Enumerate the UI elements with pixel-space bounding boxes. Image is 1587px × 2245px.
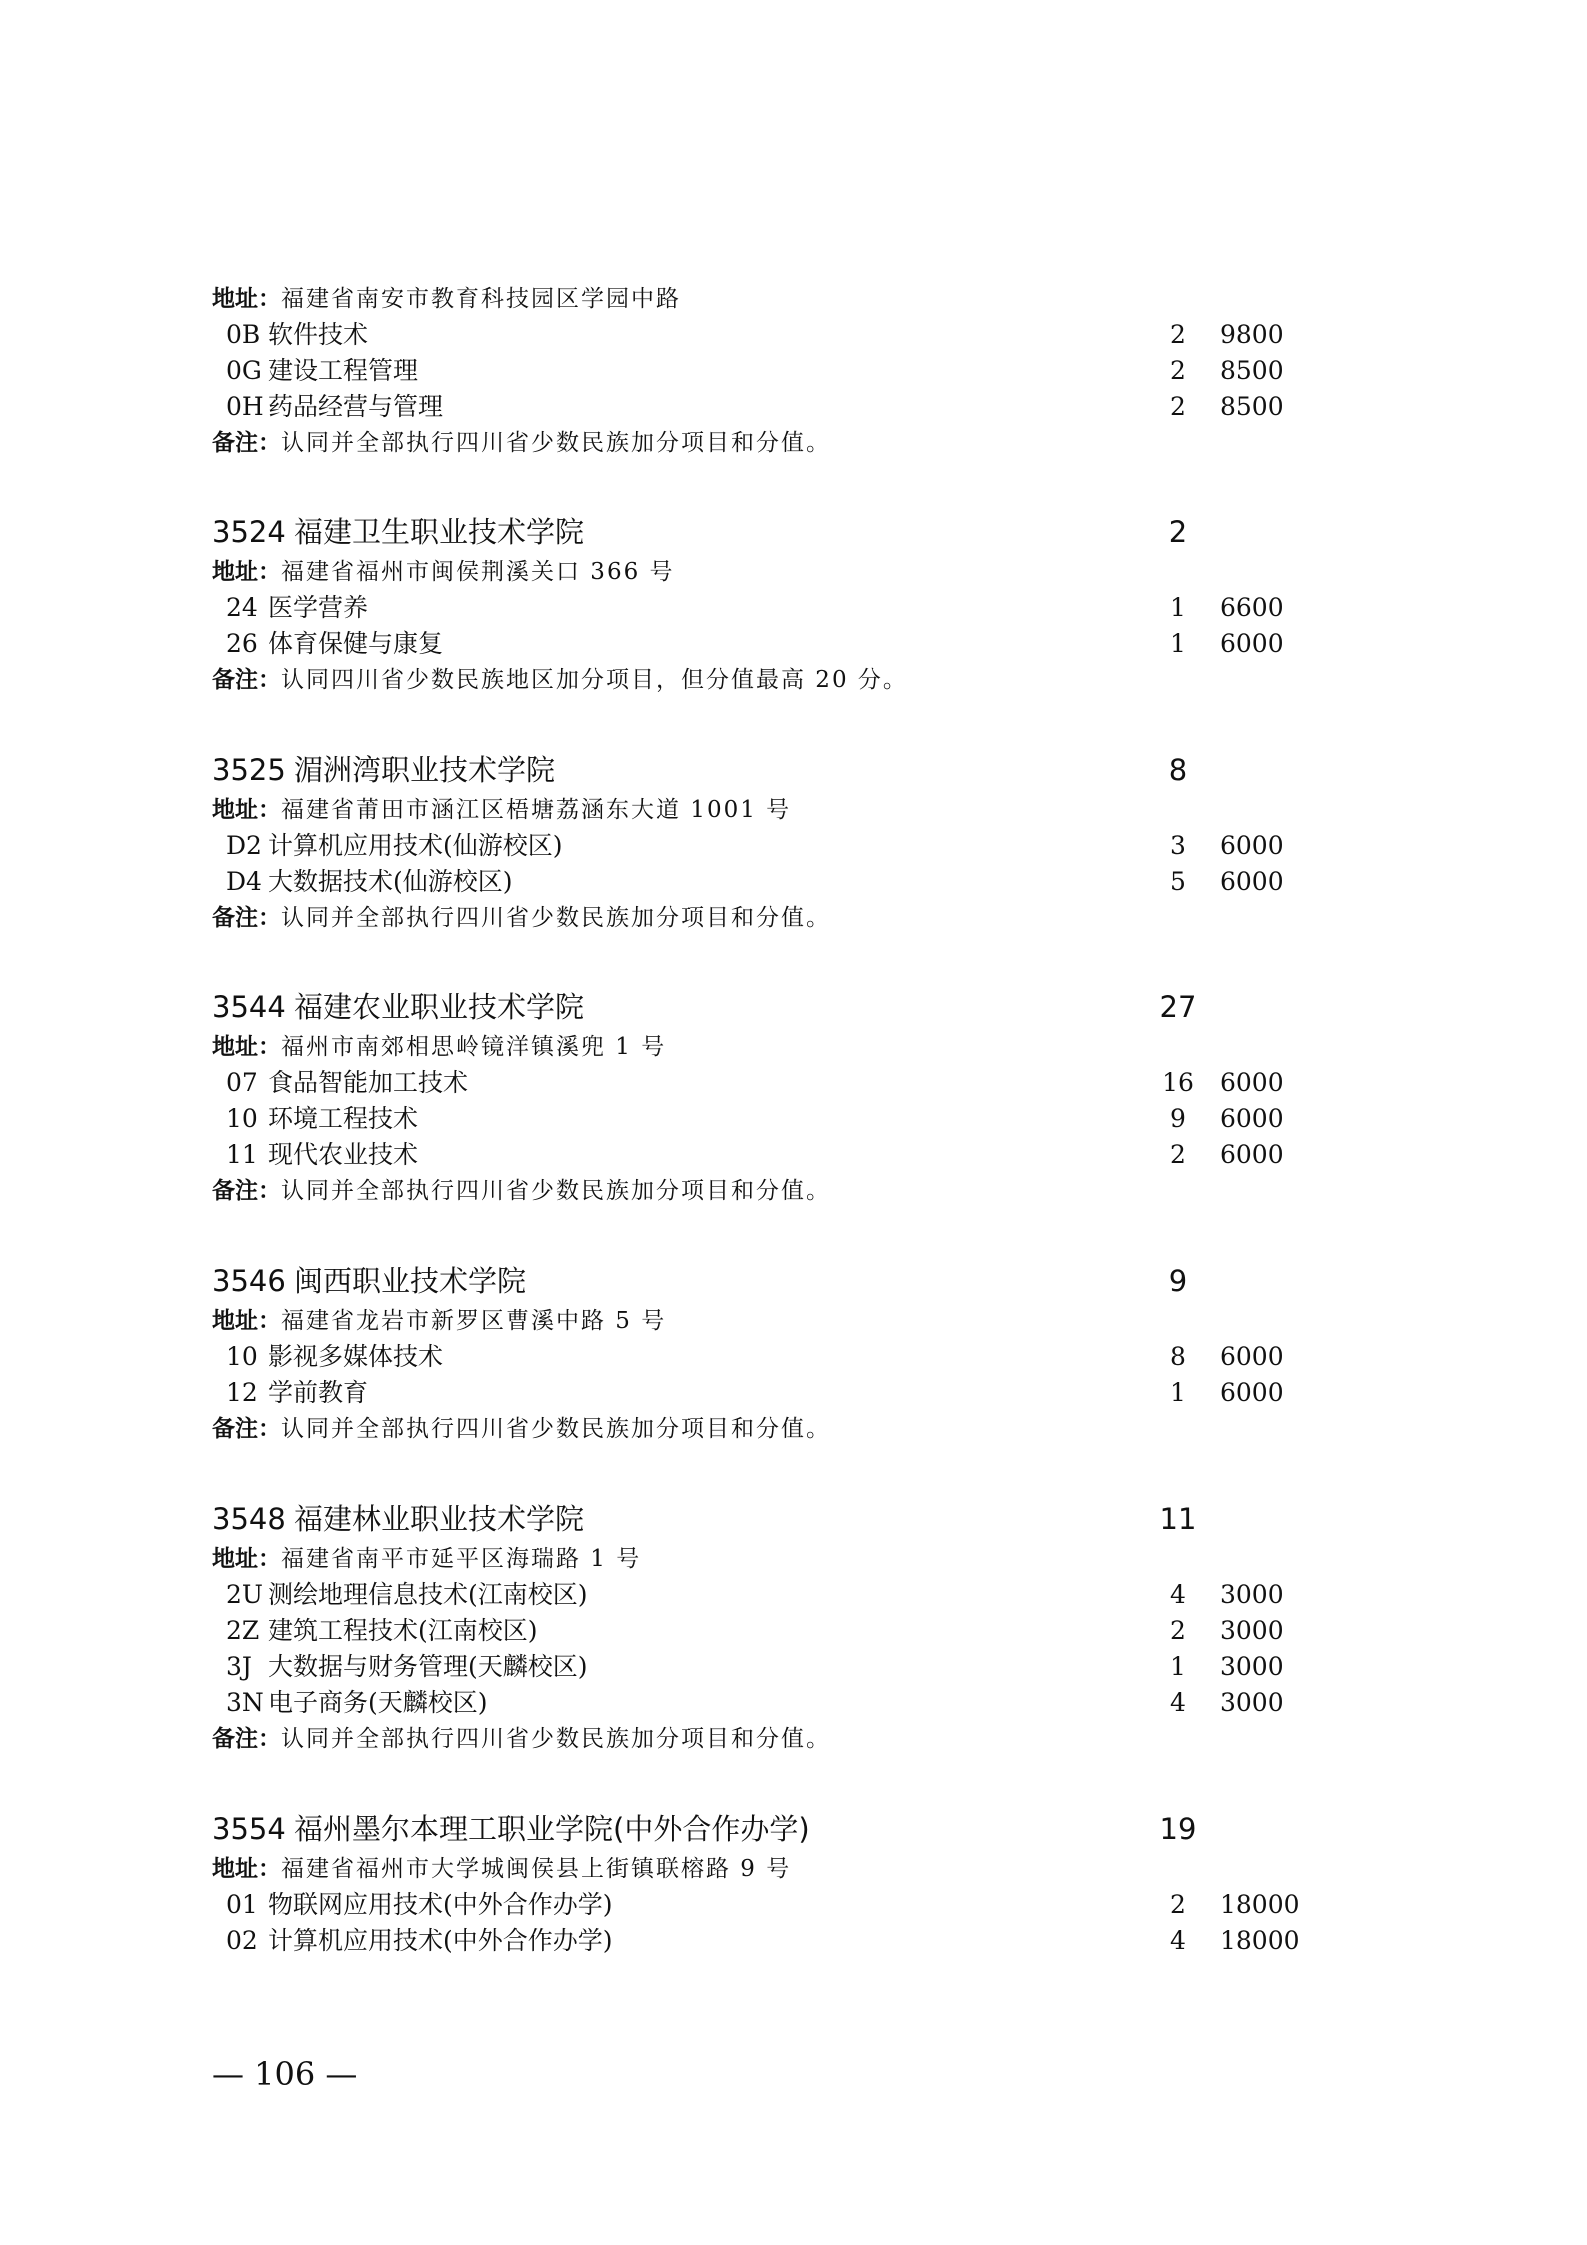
major-name: 体育保健与康复 (268, 629, 444, 658)
school-header (212, 748, 1362, 792)
address-text: 福建省福州市大学城闽侯县上街镇联榕路 9 号 (281, 1856, 792, 1882)
major-fee: 6000 (1220, 1342, 1284, 1371)
address-label: 地址： (212, 1308, 281, 1334)
major-name: 现代农业技术 (268, 1140, 419, 1169)
major-count: 4 (1170, 1580, 1186, 1609)
major-fee: 6000 (1220, 1378, 1284, 1407)
major-count: 2 (1170, 320, 1186, 349)
major-fee: 3000 (1220, 1580, 1284, 1609)
address-line (212, 1851, 1362, 1887)
major-name: 药品经营与管理 (268, 392, 444, 421)
school-section (212, 985, 1362, 1209)
major-name: 大数据技术(仙游校区) (268, 867, 513, 896)
major-row (212, 1613, 1362, 1649)
major-row (212, 828, 1362, 864)
school-total: 2 (1168, 515, 1188, 549)
major-name: 计算机应用技术(仙游校区) (268, 831, 563, 860)
school-header (212, 1259, 1362, 1303)
major-name: 影视多媒体技术 (268, 1342, 444, 1371)
note-line (212, 662, 1362, 698)
major-fee: 3000 (1220, 1688, 1284, 1717)
school-code: 3544 (212, 990, 286, 1024)
school-header (212, 1807, 1362, 1851)
school-section (212, 748, 1362, 936)
major-count: 2 (1170, 1140, 1186, 1169)
major-code: 0B (226, 320, 261, 349)
school-code: 3548 (212, 1502, 286, 1536)
major-code: 11 (226, 1140, 258, 1169)
address-line (212, 1303, 1362, 1339)
major-count: 1 (1170, 593, 1186, 622)
note-label: 备注： (212, 1416, 281, 1442)
major-fee: 6600 (1220, 593, 1284, 622)
school-header (212, 1497, 1362, 1541)
major-count: 2 (1170, 392, 1186, 421)
school-total: 8 (1168, 753, 1188, 787)
school-section (212, 1259, 1362, 1447)
note-line (212, 900, 1362, 936)
major-code: 2U (226, 1580, 263, 1609)
major-name: 物联网应用技术(中外合作办学) (268, 1890, 613, 1919)
major-row (212, 1375, 1362, 1411)
major-fee: 6000 (1220, 1140, 1284, 1169)
school-section (212, 1497, 1362, 1757)
major-row (212, 1685, 1362, 1721)
address-text: 福建省莆田市涵江区梧塘荔涵东大道 1001 号 (281, 797, 792, 823)
major-count: 8 (1170, 1342, 1186, 1371)
major-code: 0G (226, 356, 262, 385)
note-label: 备注： (212, 1726, 281, 1752)
address-text: 福建省福州市闽侯荆溪关口 366 号 (281, 559, 675, 585)
school-total: 11 (1159, 1502, 1197, 1536)
note-text: 认同并全部执行四川省少数民族加分项目和分值。 (281, 1416, 831, 1442)
major-count: 1 (1170, 629, 1186, 658)
school-code: 3546 (212, 1264, 286, 1298)
school-total: 19 (1159, 1812, 1197, 1846)
major-fee: 6000 (1220, 1104, 1284, 1133)
major-code: 3J (226, 1652, 252, 1681)
address-label: 地址： (212, 286, 281, 312)
note-text: 认同并全部执行四川省少数民族加分项目和分值。 (281, 430, 831, 456)
address-text: 福建省南安市教育科技园区学园中路 (281, 286, 681, 312)
major-row (212, 1887, 1362, 1923)
major-code: 10 (226, 1342, 258, 1371)
major-count: 2 (1170, 356, 1186, 385)
address-label: 地址： (212, 1856, 281, 1882)
major-count: 5 (1170, 867, 1186, 896)
address-line (212, 1029, 1362, 1065)
major-row (212, 1137, 1362, 1173)
major-row (212, 864, 1362, 900)
school-name: 闽西职业技术学院 (294, 1264, 527, 1298)
major-fee: 8500 (1220, 392, 1284, 421)
major-name: 食品智能加工技术 (268, 1068, 469, 1097)
major-row (212, 1101, 1362, 1137)
major-row (212, 1339, 1362, 1375)
note-text: 认同并全部执行四川省少数民族加分项目和分值。 (281, 905, 831, 931)
major-count: 9 (1170, 1104, 1186, 1133)
note-label: 备注： (212, 667, 281, 693)
major-row (212, 590, 1362, 626)
major-name: 电子商务(天麟校区) (268, 1688, 488, 1717)
major-code: 2Z (226, 1616, 260, 1645)
major-row (212, 1649, 1362, 1685)
address-line (212, 554, 1362, 590)
school-section (212, 510, 1362, 698)
note-line (212, 425, 1362, 461)
address-label: 地址： (212, 559, 281, 585)
major-name: 建设工程管理 (268, 356, 419, 385)
major-code: 07 (226, 1068, 258, 1097)
note-label: 备注： (212, 430, 281, 456)
school-code: 3524 (212, 515, 286, 549)
school-code: 3525 (212, 753, 286, 787)
major-code: 01 (226, 1890, 258, 1919)
major-fee: 18000 (1220, 1926, 1300, 1955)
address-text: 福建省龙岩市新罗区曹溪中路 5 号 (281, 1308, 667, 1334)
note-line (212, 1721, 1362, 1757)
school-code: 3554 (212, 1812, 286, 1846)
major-name: 学前教育 (268, 1378, 369, 1407)
major-code: D2 (226, 831, 262, 860)
major-name: 计算机应用技术(中外合作办学) (268, 1926, 613, 1955)
note-line (212, 1173, 1362, 1209)
major-fee: 6000 (1220, 629, 1284, 658)
major-count: 1 (1170, 1652, 1186, 1681)
school-name: 湄洲湾职业技术学院 (294, 753, 556, 787)
major-name: 软件技术 (268, 320, 369, 349)
page-number: — 106 — (212, 2055, 358, 2093)
major-code: 3N (226, 1688, 264, 1717)
major-fee: 6000 (1220, 867, 1284, 896)
major-name: 建筑工程技术(江南校区) (268, 1616, 538, 1645)
major-fee: 6000 (1220, 1068, 1284, 1097)
address-text: 福建省南平市延平区海瑞路 1 号 (281, 1546, 642, 1572)
major-row (212, 1065, 1362, 1101)
major-code: D4 (226, 867, 262, 896)
address-text: 福州市南郊相思岭镜洋镇溪兜 1 号 (281, 1034, 667, 1060)
major-row (212, 317, 1362, 353)
major-name: 大数据与财务管理(天麟校区) (268, 1652, 588, 1681)
address-label: 地址： (212, 797, 281, 823)
major-fee: 8500 (1220, 356, 1284, 385)
note-label: 备注： (212, 1178, 281, 1204)
major-row (212, 626, 1362, 662)
school-section (212, 281, 1362, 461)
major-fee: 9800 (1220, 320, 1284, 349)
address-line (212, 1541, 1362, 1577)
school-name: 福建卫生职业技术学院 (294, 515, 585, 549)
school-header (212, 985, 1362, 1029)
major-code: 10 (226, 1104, 258, 1133)
school-total: 27 (1159, 990, 1197, 1024)
major-row (212, 353, 1362, 389)
major-code: 02 (226, 1926, 258, 1955)
major-fee: 3000 (1220, 1616, 1284, 1645)
major-name: 医学营养 (268, 593, 369, 622)
school-name: 福州墨尔本理工职业学院(中外合作办学) (294, 1812, 810, 1846)
school-name: 福建林业职业技术学院 (294, 1502, 585, 1536)
address-line (212, 792, 1362, 828)
major-code: 24 (226, 593, 258, 622)
note-text: 认同并全部执行四川省少数民族加分项目和分值。 (281, 1726, 831, 1752)
major-fee: 18000 (1220, 1890, 1300, 1919)
major-code: 12 (226, 1378, 258, 1407)
address-label: 地址： (212, 1034, 281, 1060)
note-label: 备注： (212, 905, 281, 931)
major-row (212, 1577, 1362, 1613)
major-count: 4 (1170, 1926, 1186, 1955)
major-name: 测绘地理信息技术(江南校区) (268, 1580, 588, 1609)
major-code: 26 (226, 629, 258, 658)
note-text: 认同并全部执行四川省少数民族加分项目和分值。 (281, 1178, 831, 1204)
note-line (212, 1411, 1362, 1447)
major-count: 2 (1170, 1616, 1186, 1645)
major-count: 16 (1162, 1068, 1194, 1097)
major-fee: 3000 (1220, 1652, 1284, 1681)
address-line (212, 281, 1362, 317)
school-header (212, 510, 1362, 554)
major-count: 4 (1170, 1688, 1186, 1717)
address-label: 地址： (212, 1546, 281, 1572)
major-count: 1 (1170, 1378, 1186, 1407)
major-count: 2 (1170, 1890, 1186, 1919)
note-text: 认同四川省少数民族地区加分项目，但分值最高 20 分。 (281, 667, 908, 693)
school-name: 福建农业职业技术学院 (294, 990, 585, 1024)
major-row (212, 389, 1362, 425)
school-section (212, 1807, 1362, 1959)
major-count: 3 (1170, 831, 1186, 860)
major-row (212, 1923, 1362, 1959)
major-fee: 6000 (1220, 831, 1284, 860)
school-total: 9 (1168, 1264, 1188, 1298)
major-name: 环境工程技术 (268, 1104, 419, 1133)
major-code: 0H (226, 392, 264, 421)
